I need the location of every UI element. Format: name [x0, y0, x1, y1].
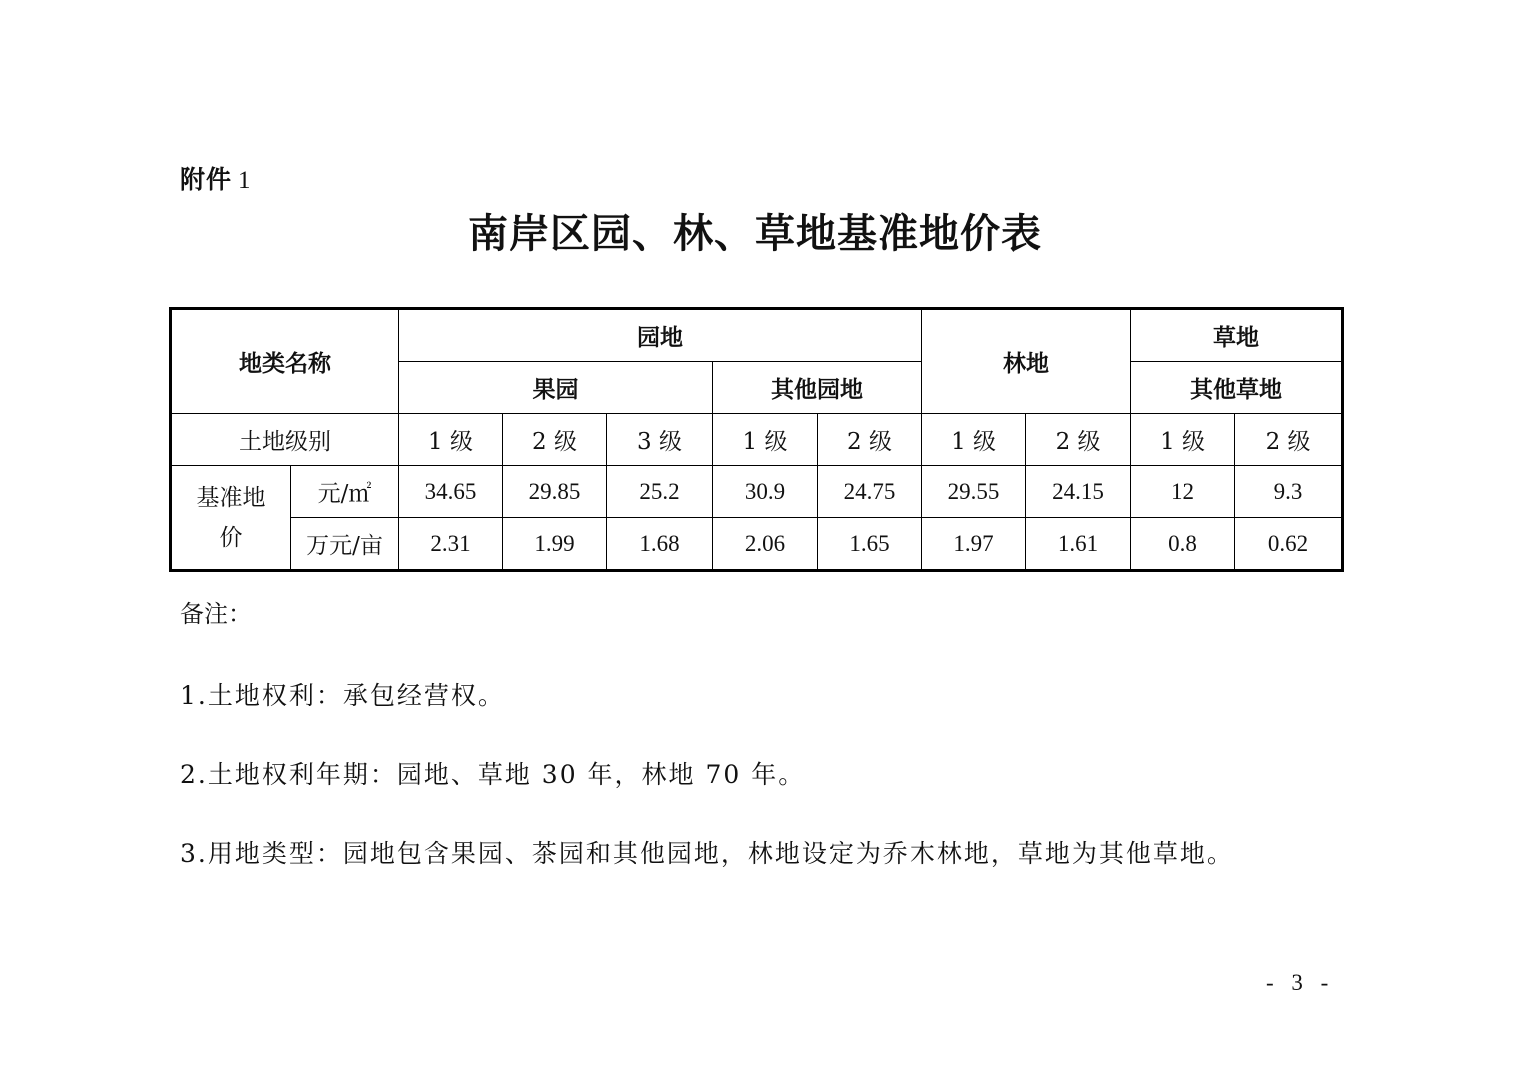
- value-cell: 24.15: [1026, 466, 1131, 518]
- attachment-label: [180, 160, 252, 196]
- value-cell: 1.99: [503, 518, 607, 571]
- note-item: 1.土地权利：承包经营权。: [180, 681, 505, 710]
- subgroup-other-grass: 其他草地: [1131, 362, 1343, 414]
- note-item: 3.用地类型：园地包含果园、茶园和其他园地，林地设定为乔木林地，草地为其他草地。: [180, 839, 1234, 868]
- value-cell: 2.31: [399, 518, 503, 571]
- category-header: 地类名称: [171, 309, 399, 414]
- value-cell: 29.85: [503, 466, 607, 518]
- value-cell: 2.06: [713, 518, 818, 571]
- value-cell: 1.97: [922, 518, 1026, 571]
- base-price-text: 基准地价: [196, 484, 266, 551]
- group-garden: 园地: [399, 309, 922, 362]
- base-land-price-table: [169, 307, 1344, 572]
- level-header: 土地级别: [171, 414, 399, 466]
- value-cell: 25.2: [607, 466, 713, 518]
- base-price-label: [171, 466, 291, 571]
- notes-title: 备注：: [180, 600, 252, 628]
- value-cell: 29.55: [922, 466, 1026, 518]
- value-cell: 0.8: [1131, 518, 1235, 571]
- value-cell: 1.65: [818, 518, 922, 571]
- value-cell: 24.75: [818, 466, 922, 518]
- level-cell: 1 级: [1131, 414, 1235, 466]
- header-row-1: [171, 309, 1343, 362]
- level-cell: 1 级: [399, 414, 503, 466]
- level-cell: 2 级: [1235, 414, 1343, 466]
- attachment-number: 1: [238, 167, 252, 194]
- level-cell: 3 级: [607, 414, 713, 466]
- unit-cell: 元/㎡: [291, 466, 399, 518]
- price-row-per-mu: [171, 518, 1343, 571]
- value-cell: 12: [1131, 466, 1235, 518]
- value-cell: 1.61: [1026, 518, 1131, 571]
- group-forest: 林地: [922, 309, 1131, 414]
- level-cell: 2 级: [818, 414, 922, 466]
- subgroup-orchard: 果园: [399, 362, 713, 414]
- note-item: 2.土地权利年期：园地、草地 30 年，林地 70 年。: [180, 760, 806, 789]
- level-row: [171, 414, 1343, 466]
- value-cell: 30.9: [713, 466, 818, 518]
- value-cell: 9.3: [1235, 466, 1343, 518]
- value-cell: 34.65: [399, 466, 503, 518]
- value-cell: 1.68: [607, 518, 713, 571]
- level-cell: 1 级: [922, 414, 1026, 466]
- attachment-text: 附件: [180, 165, 233, 194]
- value-cell: 0.62: [1235, 518, 1343, 571]
- page-number: - 3 -: [1266, 970, 1335, 995]
- level-cell: 2 级: [1026, 414, 1131, 466]
- level-cell: 1 级: [713, 414, 818, 466]
- unit-cell: 万元/亩: [291, 518, 399, 571]
- page-title: 南岸区园、林、草地基准地价表: [468, 210, 1042, 257]
- group-grass: 草地: [1131, 309, 1343, 362]
- subgroup-other-garden: 其他园地: [713, 362, 922, 414]
- level-cell: 2 级: [503, 414, 607, 466]
- price-row-per-sqm: [171, 466, 1343, 518]
